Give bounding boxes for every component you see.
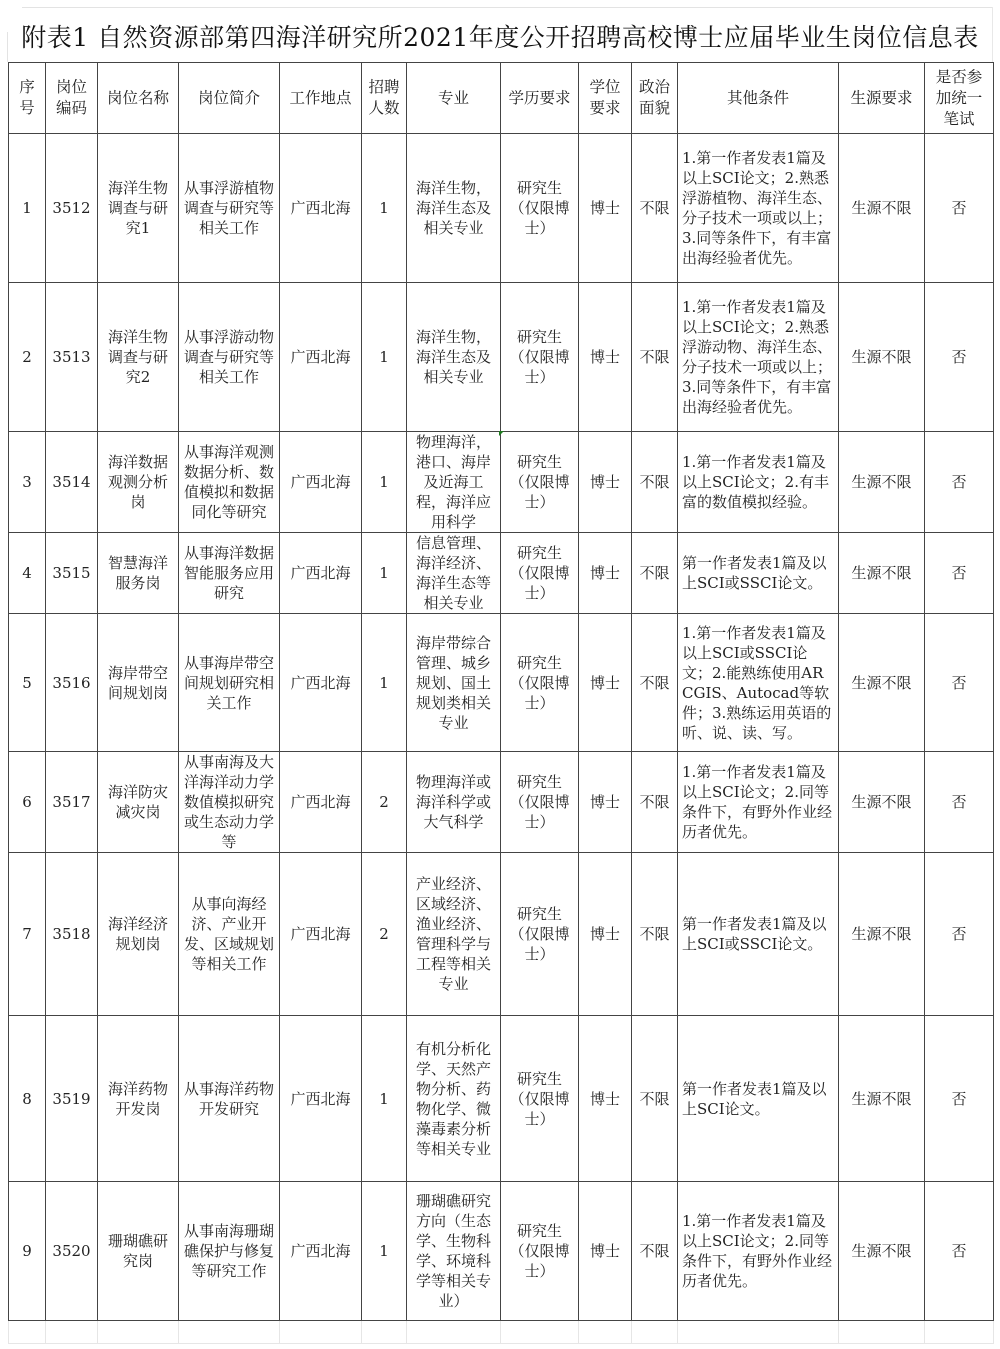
empty-cell [362, 1321, 407, 1344]
cell-education: 研究生（仅限博士） [501, 752, 579, 853]
table-row [9, 853, 994, 1016]
cell-major: 海岸带综合管理、城乡规划、国土规划类相关专业 [407, 614, 501, 752]
cell-name: 海洋药物开发岗 [98, 1016, 179, 1182]
cell-education: 研究生（仅限博士） [501, 853, 579, 1016]
cell-count: 2 [362, 853, 407, 1016]
cell-degree: 博士 [579, 614, 632, 752]
cell-name: 海洋数据观测分析岗 [98, 432, 179, 533]
cell-intro: 从事浮游动物调查与研究等相关工作 [179, 283, 280, 432]
header-political: 政治面貌 [632, 63, 678, 134]
cell-conditions: 1.第一作者发表1篇及以上SCI论文；2.有丰富的数值模拟经验。 [678, 432, 839, 533]
cell-education: 研究生（仅限博士） [501, 614, 579, 752]
cell-political: 不限 [632, 134, 678, 283]
cell-location: 广西北海 [280, 432, 362, 533]
cell-intro: 从事浮游植物调查与研究等相关工作 [179, 134, 280, 283]
cell-major: 有机分析化学、天然产物分析、药物化学、微藻毒素分析等相关专业 [407, 1016, 501, 1182]
cell-exam: 否 [925, 533, 994, 614]
cell-count: 1 [362, 134, 407, 283]
cell-code: 3514 [46, 432, 98, 533]
cell-political: 不限 [632, 752, 678, 853]
cell-count: 1 [362, 614, 407, 752]
table-row [9, 752, 994, 853]
header-count: 招聘人数 [362, 63, 407, 134]
cell-major: 物理海洋，港口、海岸及近海工程，海洋应用科学 [407, 432, 501, 533]
cell-education: 研究生（仅限博士） [501, 432, 579, 533]
cell-exam: 否 [925, 614, 994, 752]
header-exam: 是否参加统一笔试 [925, 63, 994, 134]
cell-name: 海洋生物调查与研究2 [98, 283, 179, 432]
cell-source: 生源不限 [839, 614, 925, 752]
header-row [9, 63, 994, 134]
cell-count: 2 [362, 752, 407, 853]
cell-source: 生源不限 [839, 752, 925, 853]
cell-conditions: 1.第一作者发表1篇及以上SCI论文；2.同等条件下，有野外作业经历者优先。 [678, 1182, 839, 1321]
cell-no: 6 [9, 752, 46, 853]
cell-conditions: 第一作者发表1篇及以上SCI或SSCI论文。 [678, 533, 839, 614]
cell-location: 广西北海 [280, 752, 362, 853]
cell-conditions: 1.第一作者发表1篇及以上SCI或SSCI论文；2.能熟练使用ARCGIS、Autocad等软件；3.熟练运用英语的听、说、读、写。 [678, 614, 839, 752]
cell-location: 广西北海 [280, 1182, 362, 1321]
cell-location: 广西北海 [280, 283, 362, 432]
header-education: 学历要求 [501, 63, 579, 134]
header-conditions: 其他条件 [678, 63, 839, 134]
cell-no: 4 [9, 533, 46, 614]
cell-location: 广西北海 [280, 1016, 362, 1182]
cell-major: 珊瑚礁研究方向（生态学、生物科学、环境科学等相关专业） [407, 1182, 501, 1321]
cell-education: 研究生（仅限博士） [501, 1182, 579, 1321]
cell-name: 珊瑚礁研究岗 [98, 1182, 179, 1321]
empty-cell [632, 1321, 678, 1344]
empty-sheet-row [9, 1321, 994, 1344]
cell-intro: 从事海岸带空间规划研究相关工作 [179, 614, 280, 752]
empty-cell [280, 1321, 362, 1344]
header-intro: 岗位简介 [179, 63, 280, 134]
cell-degree: 博士 [579, 283, 632, 432]
cell-code: 3512 [46, 134, 98, 283]
cell-source: 生源不限 [839, 533, 925, 614]
table-row [9, 1182, 994, 1321]
cell-conditions: 第一作者发表1篇及以上SCI论文。 [678, 1016, 839, 1182]
cell-error-indicator-icon [499, 431, 504, 436]
cell-major: 海洋生物，海洋生态及相关专业 [407, 134, 501, 283]
document-title: 附表1 自然资源部第四海洋研究所2021年度公开招聘高校博士应届毕业生岗位信息表 [21, 23, 979, 52]
table-row [9, 134, 994, 283]
cell-exam: 否 [925, 1182, 994, 1321]
cell-exam: 否 [925, 134, 994, 283]
cell-name: 海洋防灾减灾岗 [98, 752, 179, 853]
cell-major: 物理海洋或海洋科学或大气科学 [407, 752, 501, 853]
table-row [9, 614, 994, 752]
cell-political: 不限 [632, 533, 678, 614]
cell-location: 广西北海 [280, 853, 362, 1016]
cell-political: 不限 [632, 853, 678, 1016]
cell-source: 生源不限 [839, 134, 925, 283]
cell-name: 智慧海洋服务岗 [98, 533, 179, 614]
cell-code: 3515 [46, 533, 98, 614]
cell-no: 5 [9, 614, 46, 752]
empty-cell [179, 1321, 280, 1344]
cell-count: 1 [362, 1016, 407, 1182]
cell-name: 海岸带空间规划岗 [98, 614, 179, 752]
cell-exam: 否 [925, 283, 994, 432]
cell-code: 3518 [46, 853, 98, 1016]
cell-conditions: 1.第一作者发表1篇及以上SCI论文；2.熟悉浮游植物、海洋生态、分子技术一项或以上；3.同等条件下，有丰富出海经验者优先。 [678, 134, 839, 283]
cell-no: 8 [9, 1016, 46, 1182]
empty-cell [98, 1321, 179, 1344]
cell-location: 广西北海 [280, 614, 362, 752]
cell-political: 不限 [632, 614, 678, 752]
cell-code: 3520 [46, 1182, 98, 1321]
empty-cell [579, 1321, 632, 1344]
header-degree: 学位要求 [579, 63, 632, 134]
cell-no: 7 [9, 853, 46, 1016]
empty-cell [501, 1321, 579, 1344]
empty-cell [46, 1321, 98, 1344]
cell-degree: 博士 [579, 1182, 632, 1321]
cell-major: 信息管理、海洋经济、海洋生态等相关专业 [407, 533, 501, 614]
cell-degree: 博士 [579, 134, 632, 283]
cell-count: 1 [362, 432, 407, 533]
cell-political: 不限 [632, 432, 678, 533]
cell-source: 生源不限 [839, 1016, 925, 1182]
cell-no: 3 [9, 432, 46, 533]
cell-source: 生源不限 [839, 432, 925, 533]
cell-name: 海洋生物调查与研究1 [98, 134, 179, 283]
cell-conditions: 第一作者发表1篇及以上SCI或SSCI论文。 [678, 853, 839, 1016]
cell-intro: 从事海洋观测数据分析、数值模拟和数据同化等研究 [179, 432, 280, 533]
cell-code: 3517 [46, 752, 98, 853]
table-row [9, 533, 994, 614]
job-info-table [8, 62, 994, 1344]
cell-exam: 否 [925, 752, 994, 853]
cell-count: 1 [362, 533, 407, 614]
table-row [9, 283, 994, 432]
cell-location: 广西北海 [280, 134, 362, 283]
cell-count: 1 [362, 1182, 407, 1321]
empty-cell [9, 1321, 46, 1344]
cell-exam: 否 [925, 432, 994, 533]
cell-intro: 从事南海珊瑚礁保护与修复等研究工作 [179, 1182, 280, 1321]
cell-name: 海洋经济规划岗 [98, 853, 179, 1016]
cell-major: 产业经济、区域经济、渔业经济、管理科学与工程等相关专业 [407, 853, 501, 1016]
cell-degree: 博士 [579, 432, 632, 533]
cell-degree: 博士 [579, 853, 632, 1016]
cell-exam: 否 [925, 853, 994, 1016]
sheet-gridline-top [22, 7, 992, 8]
header-location: 工作地点 [280, 63, 362, 134]
cell-code: 3513 [46, 283, 98, 432]
cell-degree: 博士 [579, 752, 632, 853]
cell-major: 海洋生物，海洋生态及相关专业 [407, 283, 501, 432]
cell-no: 1 [9, 134, 46, 283]
empty-cell [678, 1321, 839, 1344]
cell-conditions: 1.第一作者发表1篇及以上SCI论文；2.熟悉浮游动物、海洋生态、分子技术一项或以上；3.同等条件下，有丰富出海经验者优先。 [678, 283, 839, 432]
cell-political: 不限 [632, 1016, 678, 1182]
cell-source: 生源不限 [839, 853, 925, 1016]
cell-intro: 从事海洋药物开发研究 [179, 1016, 280, 1182]
cell-intro: 从事向海经济、产业开发、区域规划等相关工作 [179, 853, 280, 1016]
table-row [9, 1016, 994, 1182]
cell-education: 研究生（仅限博士） [501, 1016, 579, 1182]
header-code: 岗位编码 [46, 63, 98, 134]
empty-cell [925, 1321, 994, 1344]
cell-code: 3519 [46, 1016, 98, 1182]
cell-education: 研究生（仅限博士） [501, 533, 579, 614]
cell-political: 不限 [632, 283, 678, 432]
cell-count: 1 [362, 283, 407, 432]
cell-location: 广西北海 [280, 533, 362, 614]
cell-source: 生源不限 [839, 283, 925, 432]
cell-source: 生源不限 [839, 1182, 925, 1321]
header-major: 专业 [407, 63, 501, 134]
cell-education: 研究生（仅限博士） [501, 283, 579, 432]
cell-no: 9 [9, 1182, 46, 1321]
cell-intro: 从事南海及大洋海洋动力学数值模拟研究或生态动力学等 [179, 752, 280, 853]
cell-political: 不限 [632, 1182, 678, 1321]
cell-conditions: 1.第一作者发表1篇及以上SCI论文；2.同等条件下，有野外作业经历者优先。 [678, 752, 839, 853]
header-name: 岗位名称 [98, 63, 179, 134]
header-no: 序号 [9, 63, 46, 134]
table-row [9, 432, 994, 533]
cell-degree: 博士 [579, 1016, 632, 1182]
empty-cell [407, 1321, 501, 1344]
header-source: 生源要求 [839, 63, 925, 134]
empty-cell [839, 1321, 925, 1344]
cell-code: 3516 [46, 614, 98, 752]
cell-intro: 从事海洋数据智能服务应用研究 [179, 533, 280, 614]
cell-no: 2 [9, 283, 46, 432]
cell-degree: 博士 [579, 533, 632, 614]
cell-exam: 否 [925, 1016, 994, 1182]
cell-education: 研究生（仅限博士） [501, 134, 579, 283]
